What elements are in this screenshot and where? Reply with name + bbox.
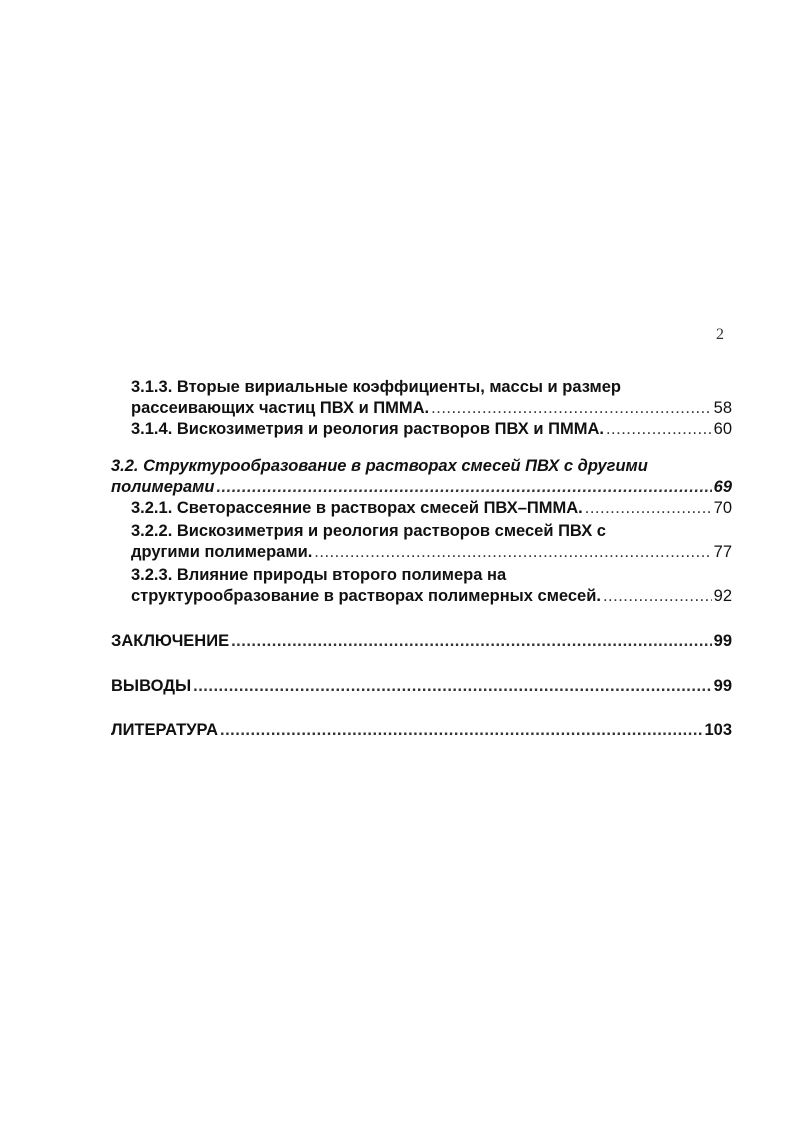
toc-section-3-2[interactable] — [111, 477, 732, 498]
dot-leader — [231, 631, 712, 652]
dot-leader — [314, 542, 711, 563]
dot-leader — [216, 477, 711, 498]
dot-leader — [220, 720, 702, 741]
toc-page-number: 60 — [713, 420, 732, 438]
dot-leader — [193, 676, 712, 697]
toc-entry-3-2-2[interactable] — [131, 542, 732, 563]
page-number: 2 — [716, 326, 724, 343]
toc-page-number: 70 — [713, 499, 732, 517]
toc-section-3-2-line2: полимерами — [111, 478, 215, 496]
toc-entry-3-1-4[interactable] — [131, 419, 732, 440]
toc-entry-3-2-1[interactable] — [131, 498, 732, 519]
toc-page-number: 69 — [713, 478, 732, 496]
toc-entry-conclusion-title: ЗАКЛЮЧЕНИЕ — [111, 632, 230, 650]
toc-entry-3-1-3[interactable] — [131, 398, 732, 419]
dot-leader — [603, 586, 712, 607]
toc-entry-3-2-3-line1: 3.2.3. Влияние природы второго полимера на — [131, 566, 507, 584]
toc-page-number: 92 — [713, 587, 732, 605]
toc-page-number: 58 — [713, 399, 732, 417]
toc-entry-conclusion[interactable] — [111, 631, 732, 652]
dot-leader — [585, 498, 712, 519]
toc-page-number: 99 — [713, 677, 732, 695]
toc-entry-3-1-4-title: 3.1.4. Вискозиметрия и реология растворов ПВХ и ПММА. — [131, 420, 604, 438]
toc-section-3-2-line1: 3.2. Структурообразование в растворах смесей ПВХ с другими — [111, 457, 648, 475]
toc-entry-literature-title: ЛИТЕРАТУРА — [111, 721, 218, 739]
toc-entry-3-2-3-line2: структурообразование в растворах полимерных смесей. — [131, 587, 601, 605]
toc-entry-3-2-3[interactable] — [131, 586, 732, 607]
dot-leader — [606, 419, 712, 440]
dot-leader — [431, 398, 711, 419]
toc-entry-3-1-3-line1: 3.1.3. Вторые вириальные коэффициенты, массы и размер — [131, 378, 621, 396]
toc-entry-findings[interactable] — [111, 676, 732, 697]
toc-page-number: 103 — [704, 721, 732, 739]
toc-entry-literature[interactable] — [111, 720, 732, 741]
toc-page-number: 99 — [713, 632, 732, 650]
toc-entry-3-2-2-line2: другими полимерами. — [131, 543, 313, 561]
toc-entry-findings-title: ВЫВОДЫ — [111, 677, 192, 695]
toc-entry-3-2-2-line1: 3.2.2. Вискозиметрия и реология растворов смесей ПВХ с — [131, 522, 606, 540]
toc-page-number: 77 — [713, 543, 732, 561]
toc-entry-3-2-1-title: 3.2.1. Светорассеяние в растворах смесей ПВХ–ПММА. — [131, 499, 583, 517]
toc-entry-3-1-3-line2: рассеивающих частиц ПВХ и ПММА. — [131, 399, 430, 417]
